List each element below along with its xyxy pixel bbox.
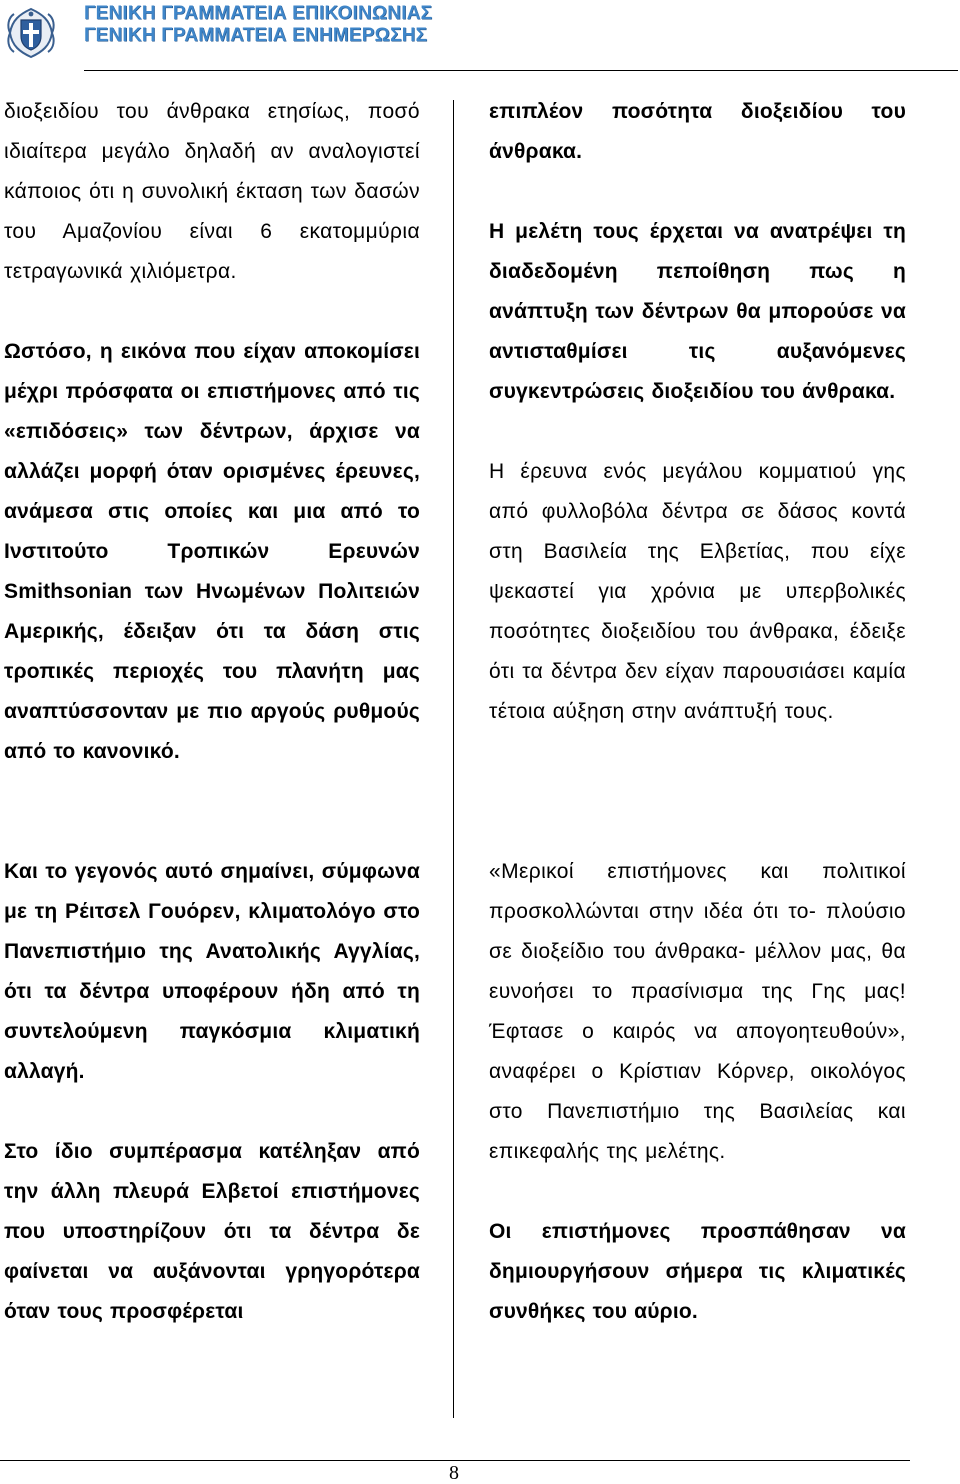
paragraph: Η έρευνα ενός μεγάλου κομματιού γης από φυλλοβόλα δέντρα σε δάσος κοντά στη Βασιλεία της Ελβετίας, που είχε ψεκαστεί για χρόνια με υπερβολικές ποσότητες διοξειδίου του άνθρακα, έδειξε ότι τα δέντρα δεν είχαν παρουσιάσει καμία τέτοια αύξηση στην ανάπτυξή τους. — [489, 460, 906, 723]
agency-name-communication: ΓΕΝΙΚΗ ΓΡΑΜΜΑΤΕΙΑ ΕΠΙΚΟΙΝΩΝΙΑΣ — [84, 3, 433, 24]
greek-coat-of-arms-icon — [4, 6, 58, 60]
paragraph-spacer — [489, 412, 906, 452]
paragraph: «Μερικοί επιστήμονες και πολιτικοί προσκολλώνται στην ιδέα ότι το- πλούσιο σε διοξείδιο του άνθρακα- μέλλον μας, θα ευνοήσει το πρασίνισμα της Γης μας! Έφτασε ο καιρός να απογοητευθούν», αναφέρει ο Κρίστιαν Κόρνερ, οικολόγος στο Πανεπιστήμιο της Βασιλείας και επικεφαλής της μελέτης. — [489, 860, 906, 1163]
paragraph-spacer — [489, 172, 906, 212]
paragraph: Ωστόσο, η εικόνα που είχαν αποκομίσει μέχρι πρόσφατα οι επιστήμονες από τις «επιδόσεις» των δέντρων, άρχισε να αλλάζει μορφή όταν ορισμένες έρευνες, ανάμεσα στις οποίες και μια από το Ινστιτούτο Τροπικών Ερευνών Smithsonian των Ηνωμένων Πολιτειών Αμερικής, έδειξαν ότι τα δάση στις τροπικές περιοχές του πλανήτη μας αναπτύσσονταν με πιο αργούς ρυθμούς από το κανονικό. — [4, 340, 420, 763]
paragraph: Η μελέτη τους έρχεται να ανατρέψει τη διαδεδομένη πεποίθηση πως η ανάπτυξη των δέντρων θα μπορούσε να αντισταθμίσει τις αυξανόμενες συγκεντρώσεις διοξειδίου του άνθρακα. — [489, 220, 906, 403]
paragraph: επιπλέον ποσότητα διοξειδίου του άνθρακα. — [489, 100, 906, 163]
paragraph-spacer — [4, 1092, 420, 1132]
agency-name-information: ΓΕΝΙΚΗ ΓΡΑΜΜΑΤΕΙΑ ΕΝΗΜΕΡΩΣΗΣ — [84, 25, 428, 46]
paragraph: Και το γεγονός αυτό σημαίνει, σύμφωνα με τη Ρέιτσελ Γουόρεν, κλιματολόγο στο Πανεπιστήμιο της Ανατολικής Αγγλίας, ότι τα δέντρα υποφέρουν ήδη από τη συντελούμενη παγκόσμια κλιματική αλλαγή. — [4, 860, 420, 1083]
paragraph: Οι επιστήμονες προσπάθησαν να δημιουργήσουν σήμερα τις κλιματικές συνθήκες του αύριο. — [489, 1220, 906, 1323]
column-divider — [453, 100, 454, 1418]
header-divider — [84, 70, 958, 71]
page-number: 8 — [449, 1462, 459, 1484]
right-column-upper — [489, 92, 906, 732]
page-header — [0, 0, 960, 80]
paragraph-spacer — [489, 1172, 906, 1212]
right-column-lower — [489, 852, 906, 1332]
paragraph: διοξειδίου του άνθρακα ετησίως, ποσό ιδιαίτερα μεγάλο δηλαδή αν αναλογιστεί κάποιος ότι η συνολική έκταση των δασών του Αμαζονίου είναι 6 εκατομμύρια τετραγωνικά χιλιόμετρα. — [4, 100, 420, 283]
paragraph: Στο ίδιο συμπέρασμα κατέληξαν από την άλλη πλευρά Ελβετοί επιστήμονες που υποστηρίζουν ότι τα δέντρα δε φαίνεται να αυξάνονται γρηγορότερα όταν τους προσφέρεται — [4, 1140, 420, 1323]
paragraph-spacer — [4, 292, 420, 332]
left-column-upper — [4, 92, 420, 772]
footer-divider — [0, 1460, 910, 1461]
left-column-lower — [4, 852, 420, 1332]
